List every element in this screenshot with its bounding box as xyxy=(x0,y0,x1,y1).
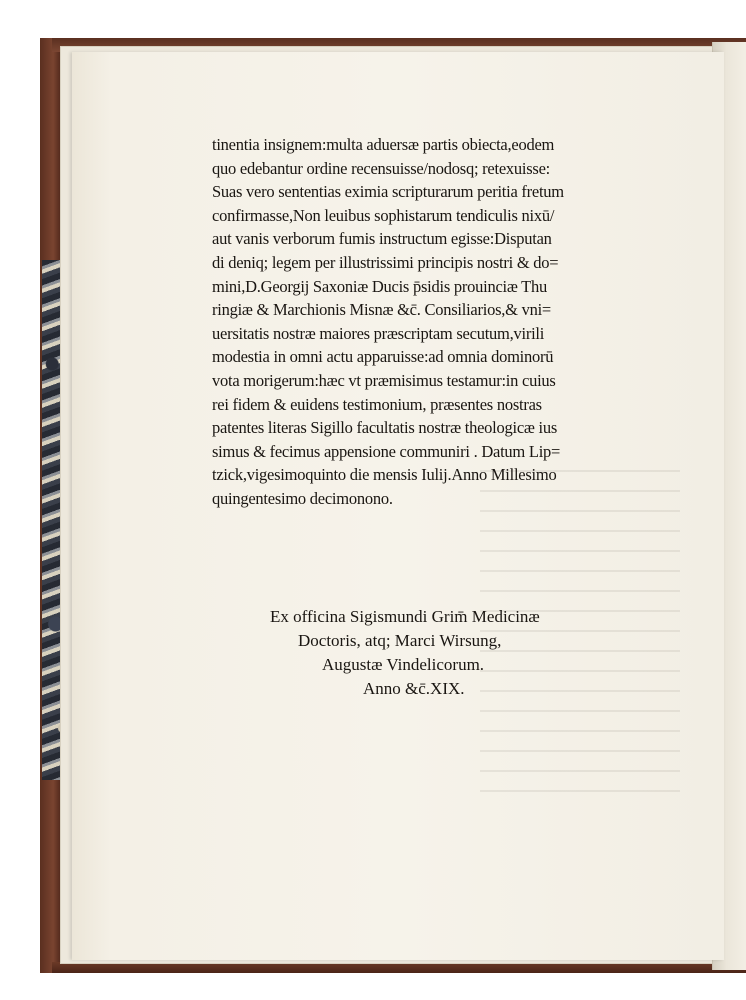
text-line: modestia in omni actu apparuisse:ad omnia dominorū xyxy=(212,347,554,367)
colophon-line: Ex officina Sigismundi Grim̄ Medicinæ xyxy=(270,607,540,626)
text-line: confirmasse,Non leuibus sophistarum tendiculis nixū/ xyxy=(212,205,555,225)
colophon-line: Anno &c̄.XIX. xyxy=(363,679,465,698)
text-line: uersitatis nostræ maiores præscriptam secutum,virili xyxy=(212,323,545,343)
text-line: quingentesimo decimonono. xyxy=(212,488,393,508)
text-line: aut vanis verborum fumis instructum egisse:Disputan xyxy=(212,229,552,249)
text-line: tzick,vigesimoquinto die mensis Iulij.Anno Millesimo xyxy=(212,465,557,485)
colophon-line: Augustæ Vindelicorum. xyxy=(322,655,485,674)
text-line: tinentia insignem:multa aduersæ partis obiecta,eodem xyxy=(212,135,555,154)
text-line: patentes literas Sigillo facultatis nostræ theologicæ ius xyxy=(212,418,558,438)
text-line: quo edebantur ordine recensuisse/nodosq; retexuisse: xyxy=(212,158,550,178)
text-line: simus & fecimus appensione communiri . Datum Lip= xyxy=(212,441,561,461)
text-line: mini,D.Georgij Saxoniæ Ducis p̄sidis prouinciæ Thu xyxy=(212,276,548,296)
text-line: ringiæ & Marchionis Misnæ &c̄. Consiliarios,& vni= xyxy=(212,300,551,320)
colophon xyxy=(240,605,580,701)
text-line: di deniq; legem per illustrissimi principis nostri & do= xyxy=(212,252,559,272)
main-text-block xyxy=(212,133,648,511)
text-line: rei fidem & euidens testimonium, præsentes nostras xyxy=(212,394,542,414)
text-line: vota morigerum:hæc vt præmisimus testamur:in cuius xyxy=(212,370,556,390)
text-line: Suas vero sententias eximia scripturarum peritia fretum xyxy=(212,182,564,202)
colophon-line: Doctoris, atq; Marci Wirsung, xyxy=(298,631,502,650)
